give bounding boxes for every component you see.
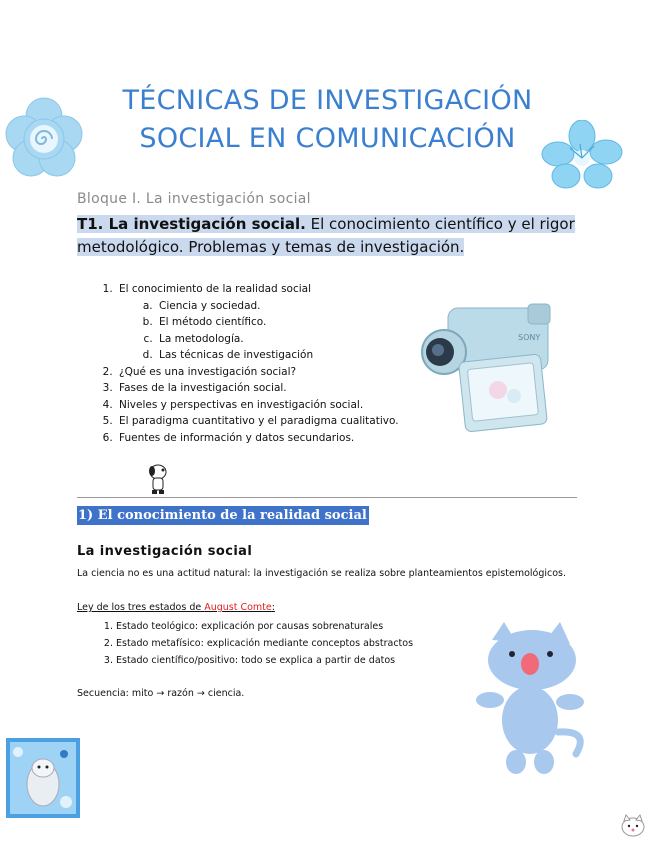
comte-law-heading xyxy=(77,602,275,613)
outline-subitem: c. La metodología. xyxy=(156,331,399,348)
outline-subitem: b. El método científico. xyxy=(156,314,399,331)
small-cat-icon xyxy=(620,814,646,838)
title-line-1: TÉCNICAS DE INVESTIGACIÓN xyxy=(122,85,533,116)
outline-item: 3. Fases de la investigación social. xyxy=(116,380,399,397)
topic-outline xyxy=(94,281,399,446)
section-heading: 1) El conocimiento de la realidad social xyxy=(78,508,367,523)
outline-item: 4. Niveles y perspectivas en investigación social. xyxy=(116,397,399,414)
outline-item xyxy=(116,281,399,364)
blue-cat-figure xyxy=(472,620,594,778)
svg-text:SONY: SONY xyxy=(518,333,541,342)
outline-subitem: d. Las técnicas de investigación xyxy=(156,347,399,364)
cat-photo-sticker xyxy=(6,738,80,818)
subheading: La investigación social xyxy=(77,544,253,559)
state-item: 3. Estado científico/positivo: todo se explica a partir de datos xyxy=(116,652,413,669)
states-list xyxy=(94,618,413,669)
author-link[interactable]: August Comte xyxy=(204,602,272,613)
outline-sublist xyxy=(119,298,399,364)
block-label: Bloque I. La investigación social xyxy=(77,191,311,207)
outline-subitem: a. Ciencia y sociedad. xyxy=(156,298,399,315)
body-paragraph: La ciencia no es una actitud natural: la investigación se realiza sobre planteamientos epistemológicos. xyxy=(77,568,567,579)
state-item: 2. Estado metafísico: explicación mediante conceptos abstractos xyxy=(116,635,413,652)
ley-prefix: Ley de los tres estados de xyxy=(77,602,205,613)
outline-item: 5. El paradigma cuantitativo y el paradigma cualitativo. xyxy=(116,413,399,430)
topic-heading xyxy=(77,213,577,259)
topic-rest-2: metodológico. Problemas y temas de investigación. xyxy=(77,238,465,256)
state-item: 1. Estado teológico: explicación por causas sobrenaturales xyxy=(116,618,413,635)
section-divider xyxy=(77,497,577,498)
outline-item: 2. ¿Qué es una investigación social? xyxy=(116,364,399,381)
outline-item: 6. Fuentes de información y datos secundarios. xyxy=(116,430,399,447)
title-line-2: SOCIAL EN COMUNICACIÓN xyxy=(139,123,516,154)
cartoon-dog-icon xyxy=(146,462,170,496)
outline-item-label: El conocimiento de la realidad social xyxy=(119,283,311,295)
topic-rest-1: El conocimiento científico y el rigor xyxy=(305,215,575,233)
ley-suffix: : xyxy=(271,602,275,613)
sequence-line: Secuencia: mito → razón → ciencia. xyxy=(77,688,245,699)
camcorder-image xyxy=(418,300,558,440)
topic-code: T1. La investigación social. xyxy=(77,215,306,233)
document-title xyxy=(60,82,595,158)
